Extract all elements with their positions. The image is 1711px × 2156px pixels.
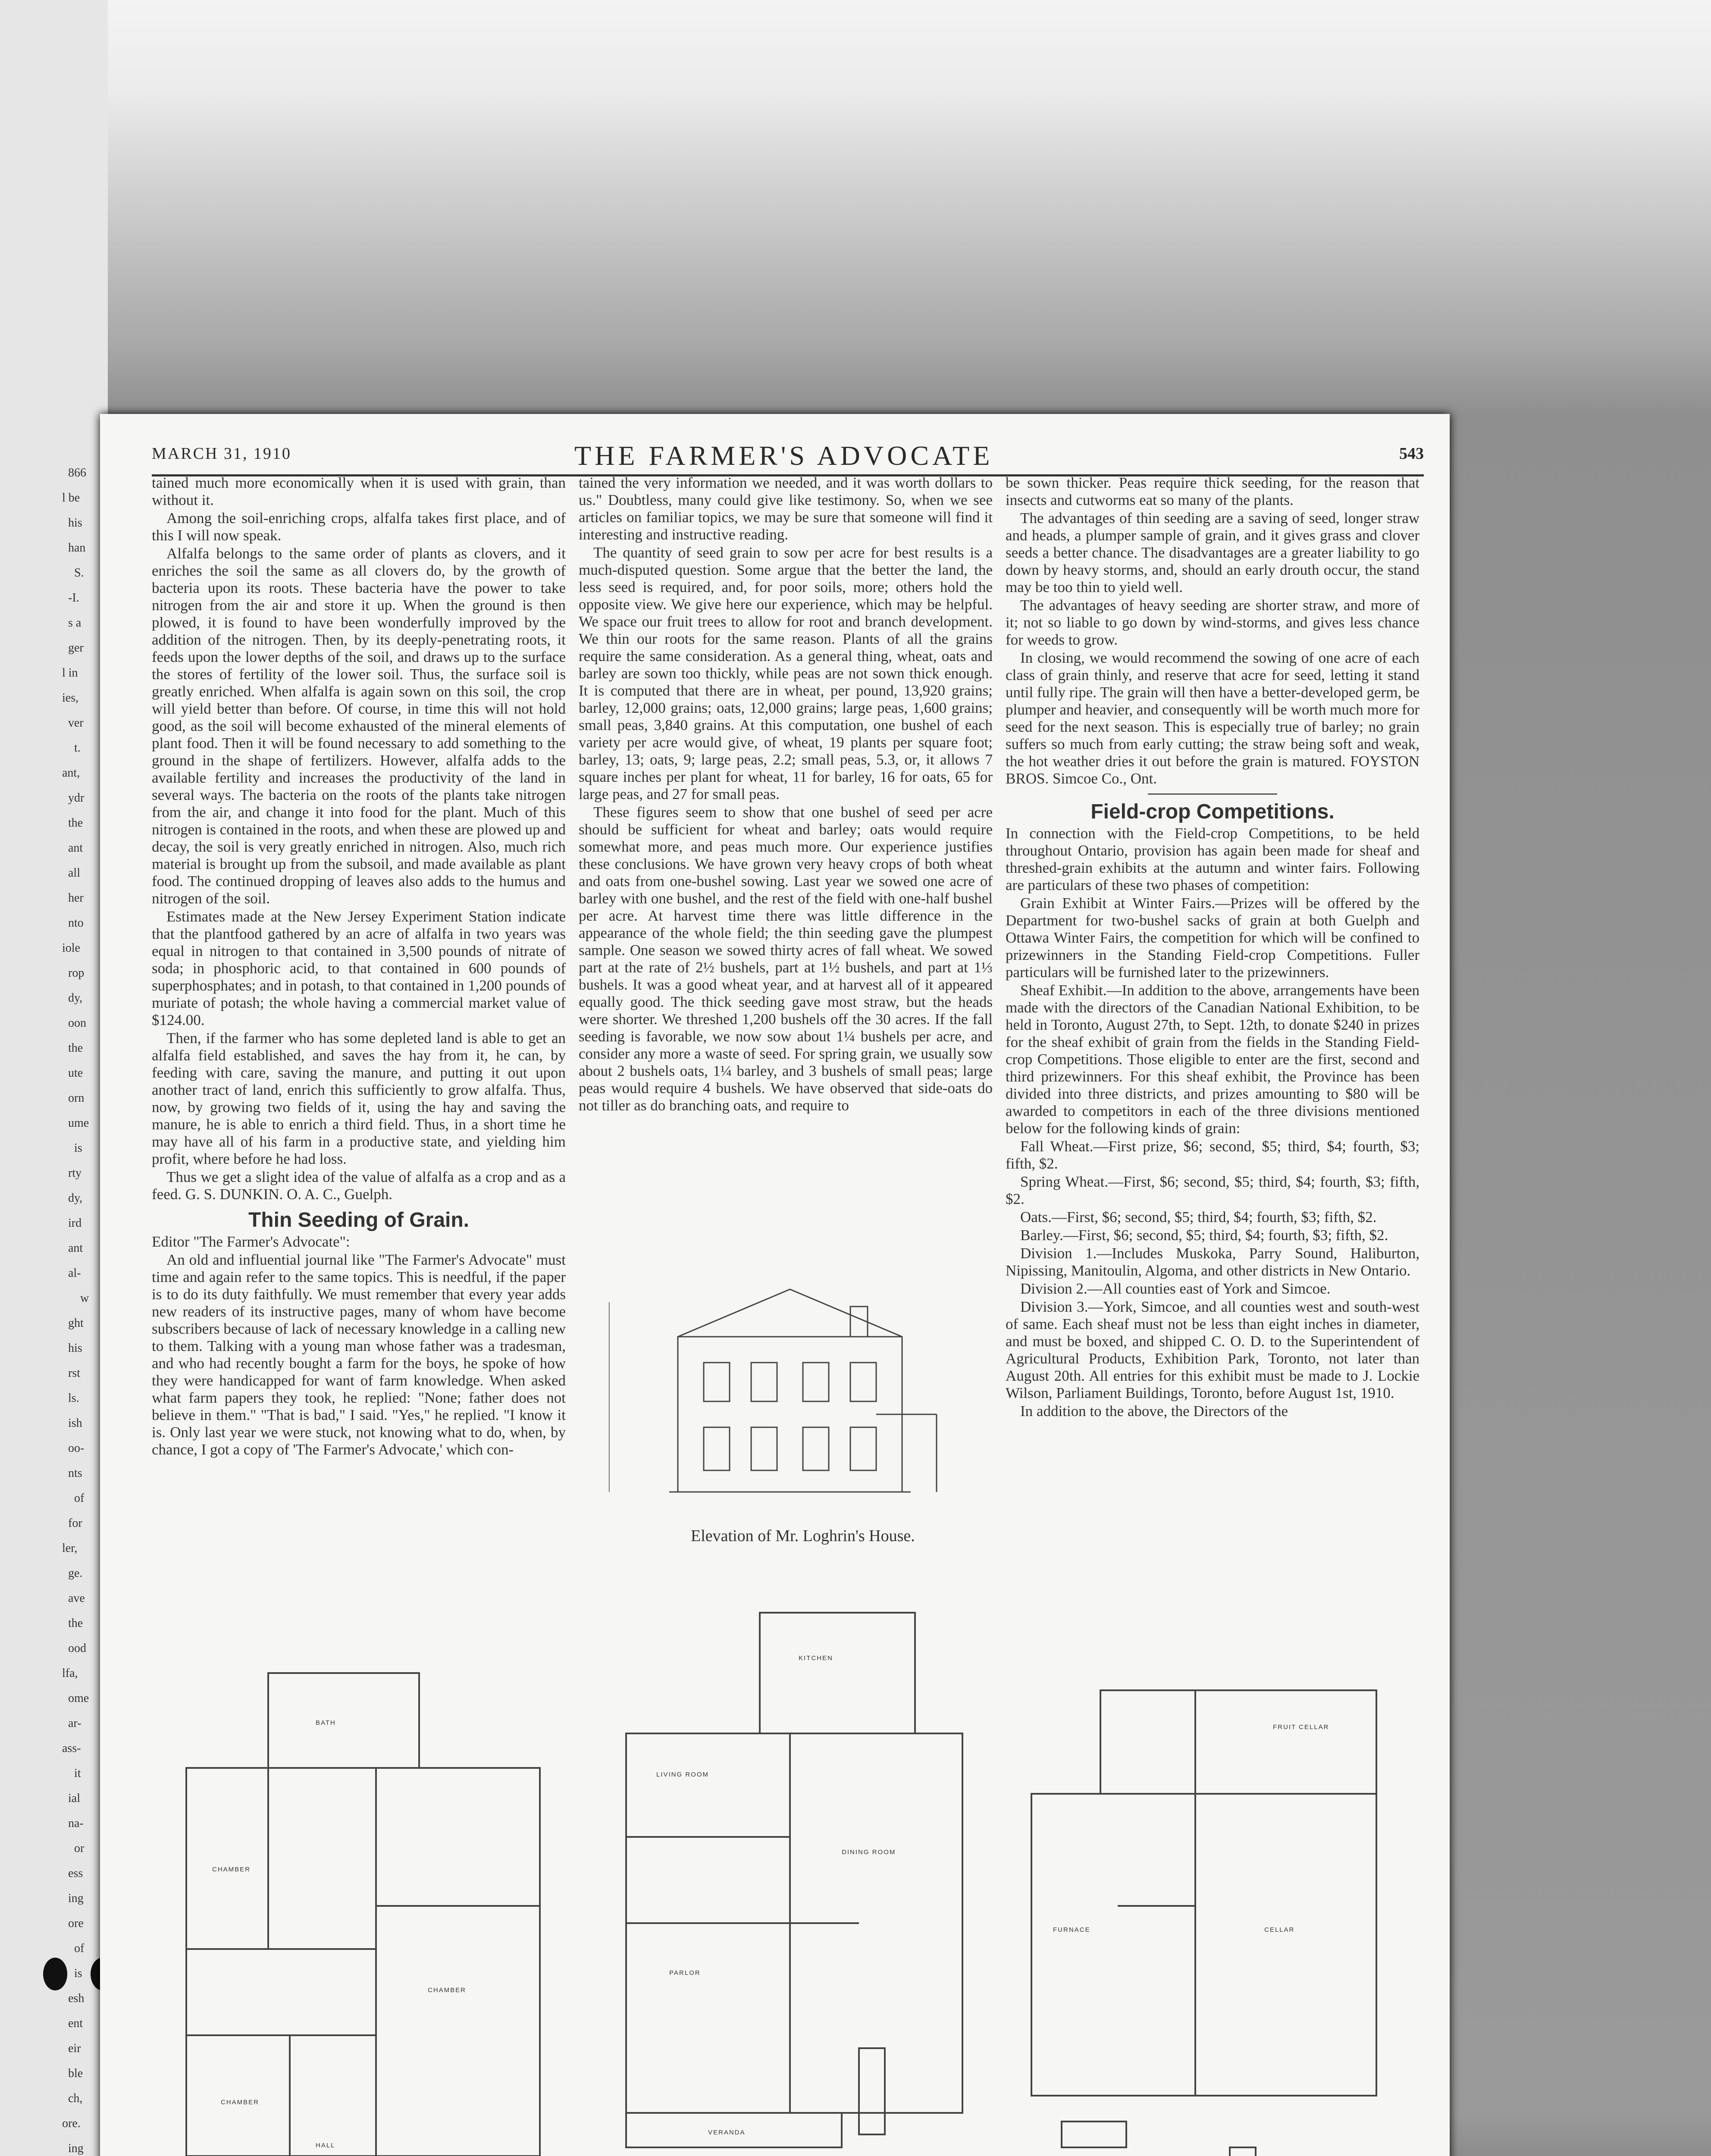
- margin-fragment: ume: [68, 1116, 89, 1130]
- paragraph: Spring Wheat.—First, $6; second, $5; third, $4; fourth, $3; fifth, $2.: [1006, 1173, 1420, 1207]
- paragraph: The quantity of seed grain to sow per acre for best results is a much-disputed question. Some argue that the better the land, the less seed is required, and, for poor soils, more; others hold the opposite view. We give here our experience, which may be helpful. We space our fruit trees to allow for root and branch development. We thin our roots for the same reason. Plants of all the grains require the same consideration. As a general thing, wheat, oats and barley are sown too thickly, while peas are not sown thick enough. It is computed that there are in wheat, per pound, 13,920 grains; barley, 12,000 grains; oats, 12,000 grains; large peas, 1,600 grains; small peas, 3,840 grains. At this computation, one bushel of each variety per acre would give, of wheat, 19 plants per square foot; barley, 13; oats, 9; large peas, 2.2; small peas, 5.3, or, it allows 7 square inches per plant for wheat, 11 for barley, 16 for oats, 65 for large peas, and 27 for small peas.: [579, 544, 993, 802]
- paragraph: Fall Wheat.—First prize, $6; second, $5; third, $4; fourth, $3; fifth, $2.: [1006, 1138, 1420, 1172]
- margin-fragment: S.: [74, 566, 84, 580]
- margin-fragment: ave: [68, 1592, 85, 1605]
- paragraph: Sheaf Exhibit.—In addition to the above, arrangements have been made with the directors of the Canadian National Exhibition, to be held in Toronto, August 27th, to Sept. 12th, to donate $240 in prizes for the sheaf exhibit of grain from the fields in the Standing Field-crop Competitions. Those eligible to enter are the first, second and third prizewinners. For this sheaf exhibit, the Province has been divided into three districts, and prizes amounting to $80 will be awarded to competitors in each of the three divisions mentioned below for the following kinds of grain:: [1006, 982, 1420, 1137]
- margin-fragment: ler,: [62, 1542, 78, 1555]
- paragraph: Thus we get a slight idea of the value of alfalfa as a crop and as a feed. G. S. DUNKIN. O. A. C., Guelph.: [152, 1169, 566, 1203]
- svg-text:VERANDA: VERANDA: [708, 2129, 746, 2136]
- svg-text:HALL: HALL: [316, 2142, 335, 2149]
- margin-fragment: ird: [68, 1216, 82, 1230]
- margin-fragment: ess: [68, 1867, 83, 1880]
- svg-text:BATH: BATH: [316, 1719, 336, 1727]
- margin-fragment: nts: [68, 1467, 82, 1480]
- margin-fragment: lfa,: [62, 1667, 78, 1680]
- margin-fragment: ant: [68, 1241, 83, 1255]
- margin-fragment: s a: [68, 616, 81, 630]
- margin-fragment: ies,: [62, 691, 79, 705]
- column-1: [152, 474, 566, 1459]
- margin-fragment: orn: [68, 1091, 85, 1105]
- margin-fragment: na-: [68, 1817, 84, 1830]
- paragraph: These figures seem to show that one bushel of seed per acre should be sufficient for wheat and barley; oats would require somewhat more, and peas much more. Our experience justifies these conclusions. We have grown very heavy crops of both wheat and oats from one-bushel sowing. Last year we sowed one acre of barley with one bushel, and the rest of the field with one-half bushel per acre. At harvest time there was little difference in the appearance of the whole field; the thin seeding gave the plumpest sample. One season we sowed thirty acres of fall wheat. We sowed part at the rate of 2½ bushels, part at 1½ bushels, and part at 1⅓ bushels. It was a good wheat year, and at harvest all of it appeared equally good. The thick seeding gave most straw, but the heads were shorter. We threshed 1,200 bushels off the 30 acres. If the fall seeding is favorable, we now sow about 1¼ bushels per acre, and consider any more a waste of seed. For spring grain, we usually sow about 2 bushels oats, 1¼ barley, and 3 bushels of small peas; large peas would require 4 bushels. We have observed that side-oats do not tiller as do branching oats, and require to: [579, 804, 993, 1114]
- margin-fragment: it: [74, 1767, 81, 1780]
- margin-fragment: her: [68, 891, 84, 905]
- margin-fragment: ar-: [68, 1717, 81, 1730]
- paragraph: An old and influential journal like "The Farmer's Advocate" must time and again refer to the same topics. This is needful, if the paper is to do its duty faithfully. We must remember that every year adds new readers of its instructive pages, many of whom have become subscribers because of lack of necessary knowledge in a calling new to them. Talking with a young man whose father was a tradesman, and who had recently bought a farm for the boys, he spoke of how they were handicapped for want of farm knowledge. When asked what farm papers they took, he replied: "None; father does not believe in them." "That is bad," I said. "Yes," he replied. "I know it is. Only last year we were stuck, not knowing what to do, when, by chance, I got a copy of 'The Farmer's Advocate,' which con-: [152, 1251, 566, 1458]
- paragraph: The advantages of heavy seeding are shorter straw, and more of it; not so liable to go down by wind-storms, and gives less chance for weeds to grow.: [1006, 597, 1420, 648]
- svg-text:KITCHEN: KITCHEN: [799, 1655, 833, 1662]
- margin-fragment: ge.: [68, 1567, 83, 1580]
- margin-fragment: oo-: [68, 1442, 85, 1455]
- paragraph: Then, if the farmer who has some depleted land is able to get an alfalfa field established, and saves the hay from it, he can, by feeding with care, saving the manure, and putting it out upon another tract of land, enrich this sufficiently to grow alfalfa. Thus, now, by growing two fields of it, using the hay and saving the manure, he is able to enrich a third field. Thus, in a short time he may have all of his farm in a productive state, and yielding him profit, where before he had loss.: [152, 1030, 566, 1167]
- margin-fragment: w: [80, 1291, 89, 1305]
- newspaper-page: [100, 414, 1450, 2156]
- margin-fragment: the: [68, 816, 83, 830]
- margin-fragment: ydr: [68, 791, 85, 805]
- column-3: [1006, 474, 1420, 1421]
- article-heading-field-crop: Field-crop Competitions.: [1091, 800, 1335, 823]
- paragraph: Alfalfa belongs to the same order of plants as clovers, and it enriches the soil the same as all clovers do, by the growth of bacteria upon its roots. These bacteria have the power to take nitrogen from the air and store it up. When the ground is then plowed, it is found to have been wonderfully improved by the addition of the nitrogen. Then, by its deeply-penetrating roots, it feeds upon the lower depths of the soil, and draws up to the surface the stores of fertility of the lower soil. Thus, the surface soil is greatly enriched. When alfalfa is again sown on this soil, the crop will yield better than before. Of course, in time this will not hold good, as the soil will become exhausted of the mineral elements of plant food. Then it will be found necessary to add something to the ground in the shape of fertilizers. However, alfalfa adds to the available fertility and increases the productivity of the land in several ways. The bacteria on the roots of the plants take nitrogen from the air, and change it into food for the plant. Much of this nitrogen is contained in the roots, and when these are plowed up and decay, the soil is very greatly enriched in nitrogen. Also, much rich material is brought up from the subsoil, and made available as plant food. The continued dropping of leaves also adds to the humus and nitrogen of the soil.: [152, 545, 566, 907]
- paragraph: Grain Exhibit at Winter Fairs.—Prizes will be offered by the Department for two-bushel sacks of grain at both Guelph and Ottawa Winter Fairs, the competition for which will be confined to prizewinners in the Standing Field-crop Competitions. Fuller particulars will be furnished later to the prizewinners.: [1006, 895, 1420, 981]
- page-number: 543: [1399, 445, 1424, 463]
- margin-fragment: of: [74, 1492, 85, 1505]
- first-floor-plan: [160, 1647, 557, 2156]
- paragraph: The advantages of thin seeding are a saving of seed, longer straw and heads, a plumper sample of grain, and it gives grass and clover seeds a better chance. The disadvantages are a greater liability to go down by heavy storms, and, should an early drouth occur, the stand may be too thin to yield well.: [1006, 510, 1420, 595]
- margin-fragment: t.: [74, 741, 81, 755]
- margin-fragment: ble: [68, 2067, 83, 2080]
- svg-text:DINING ROOM: DINING ROOM: [842, 1849, 896, 1856]
- margin-fragment: ver: [68, 716, 84, 730]
- paragraph: In addition to the above, the Directors of the: [1020, 1403, 1288, 1420]
- margin-fragment: oon: [68, 1016, 86, 1030]
- margin-fragment: ch,: [68, 2092, 83, 2105]
- margin-fragment: all: [68, 866, 80, 880]
- margin-fragment: dy,: [68, 991, 83, 1005]
- margin-fragment: esh: [68, 1992, 85, 2005]
- margin-fragment: for: [68, 1517, 82, 1530]
- margin-fragment: ger: [68, 641, 84, 655]
- margin-fragment: dy,: [68, 1191, 83, 1205]
- margin-fragment: is: [74, 1967, 82, 1980]
- article-heading-thin-seeding: Thin Seeding of Grain.: [248, 1209, 469, 1232]
- paragraph: be sown thicker. Peas require thick seeding, for the reason that insects and cutworms eat so many of the plants.: [1006, 474, 1420, 508]
- margin-fragment: eir: [68, 2042, 81, 2055]
- svg-text:LIVING ROOM: LIVING ROOM: [656, 1771, 709, 1778]
- margin-fragment: ood: [68, 1642, 86, 1655]
- paragraph: Editor "The Farmer's Advocate":: [152, 1233, 350, 1250]
- svg-text:FRUIT CELLAR: FRUIT CELLAR: [1273, 1724, 1329, 1731]
- svg-text:CHAMBER: CHAMBER: [428, 1987, 467, 1994]
- margin-fragment: the: [68, 1617, 83, 1630]
- house-elevation-drawing: [609, 1276, 971, 1518]
- margin-fragment: his: [68, 516, 82, 530]
- paragraph: In connection with the Field-crop Competitions, to be held throughout Ontario, provision has again been made for sheaf and threshed-grain exhibits at the autumn and winter fairs. Following are particulars of these two phases of competition:: [1006, 825, 1420, 893]
- margin-fragment: ent: [68, 2017, 83, 2030]
- masthead-title: THE FARMER'S ADVOCATE: [574, 440, 993, 471]
- paragraph: In closing, we would recommend the sowing of one acre of each class of grain thinly, and reserve that acre for seed, letting it stand until fully ripe. The grain will then have a better-developed germ, be plumper and heavier, and consequently will be worth much more for seed for the next season. This is especially true of barley; no grain suffers so much from early cutting; the straw being soft and weak, the hot weather dries it out before the grain is matured. FOYSTON BROS. Simcoe Co., Ont.: [1006, 649, 1420, 787]
- margin-fragment: ing: [68, 1892, 84, 1905]
- margin-fragment: or: [74, 1842, 85, 1855]
- svg-text:CHAMBER: CHAMBER: [221, 2099, 260, 2106]
- ground-floor-plan: [600, 1595, 971, 2156]
- margin-fragment: nto: [68, 916, 84, 930]
- paragraph: tained much more economically when it is used with grain, than without it.: [152, 474, 566, 508]
- margin-fragment: rty: [68, 1166, 82, 1180]
- paragraph: Division 1.—Includes Muskoka, Parry Sound, Haliburton, Nipissing, Manitoulin, Algoma, and other districts in New Ontario.: [1006, 1245, 1420, 1279]
- margin-fragment: iole: [62, 941, 80, 955]
- paragraph: Division 2.—All counties east of York and Simcoe.: [1020, 1280, 1331, 1297]
- margin-fragment: his: [68, 1341, 82, 1355]
- section-rule: [1148, 793, 1277, 795]
- elevation-caption: Elevation of Mr. Loghrin's House.: [691, 1527, 915, 1545]
- margin-fragment: l in: [62, 666, 78, 680]
- paragraph: Oats.—First, $6; second, $5; third, $4; fourth, $3; fifth, $2.: [1020, 1209, 1377, 1225]
- issue-date: MARCH 31, 1910: [152, 445, 291, 463]
- margin-fragment: ish: [68, 1416, 82, 1430]
- margin-fragment: l be: [62, 491, 80, 505]
- margin-fragment: ore.: [62, 2117, 81, 2130]
- margin-fragment: rop: [68, 966, 85, 980]
- margin-fragment: ing: [68, 2142, 84, 2155]
- paragraph: Division 3.—York, Simcoe, and all counties west and south-west of same. Each sheaf must not be less than eight inches in diameter, and must be boxed, and shipped C. O. D. to the Superintendent of Agricultural Products, Exhibition Park, Toronto, not later than August 20th. All entries for this exhibit must be made to J. Lockie Wilson, Parliament Buildings, Toronto, before August 1st, 1910.: [1006, 1298, 1420, 1401]
- paragraph: Among the soil-enriching crops, alfalfa takes first place, and of this I will now speak.: [152, 510, 566, 544]
- margin-fragment: ght: [68, 1316, 84, 1330]
- margin-fragment: ls.: [68, 1391, 79, 1405]
- paragraph: tained the very information we needed, and it was worth dollars to us." Doubtless, many could give like testimony. So, when we see articles on familiar topics, we may be sure that someone will find it interesting and instructive reading.: [579, 474, 993, 543]
- margin-fragment: ant,: [62, 766, 80, 780]
- svg-text:PARLOR: PARLOR: [669, 1969, 701, 1977]
- cellar-plan: [1006, 1664, 1437, 2156]
- margin-fragment: is: [74, 1141, 82, 1155]
- margin-fragment: ome: [68, 1692, 89, 1705]
- margin-fragment: ass-: [62, 1742, 81, 1755]
- column-2: [579, 474, 993, 1115]
- margin-fragment: al-: [68, 1266, 81, 1280]
- margin-fragment: ial: [68, 1792, 80, 1805]
- margin-fragment: ore: [68, 1917, 84, 1930]
- margin-fragment: rst: [68, 1366, 80, 1380]
- margin-fragment: ute: [68, 1066, 83, 1080]
- margin-fragment: han: [68, 541, 86, 555]
- svg-text:CELLAR: CELLAR: [1264, 1926, 1295, 1934]
- margin-fragment: ant: [68, 841, 83, 855]
- paragraph: Estimates made at the New Jersey Experiment Station indicate that the plantfood gathered by an acre of alfalfa in two years was equal in nitrogen to that contained in 3,500 pounds of nitrate of soda; in phosphoric acid, to that contained in 600 pounds of superphosphates; and in potash, to that contained in 1,200 pounds of muriate of potash; the whole having a commercial market value of $124.00.: [152, 908, 566, 1028]
- paragraph: Barley.—First, $6; second, $5; third, $4; fourth, $3; fifth, $2.: [1020, 1227, 1388, 1244]
- margin-fragment: 866: [68, 466, 86, 479]
- room-label: CHAMBER: [212, 1866, 251, 1873]
- page-header: [152, 440, 1424, 476]
- previous-page-edge: [0, 0, 108, 2156]
- margin-fragment: the: [68, 1041, 83, 1055]
- svg-text:FURNACE: FURNACE: [1053, 1926, 1091, 1934]
- margin-fragment: -I.: [68, 591, 79, 605]
- margin-fragment: of: [74, 1942, 85, 1955]
